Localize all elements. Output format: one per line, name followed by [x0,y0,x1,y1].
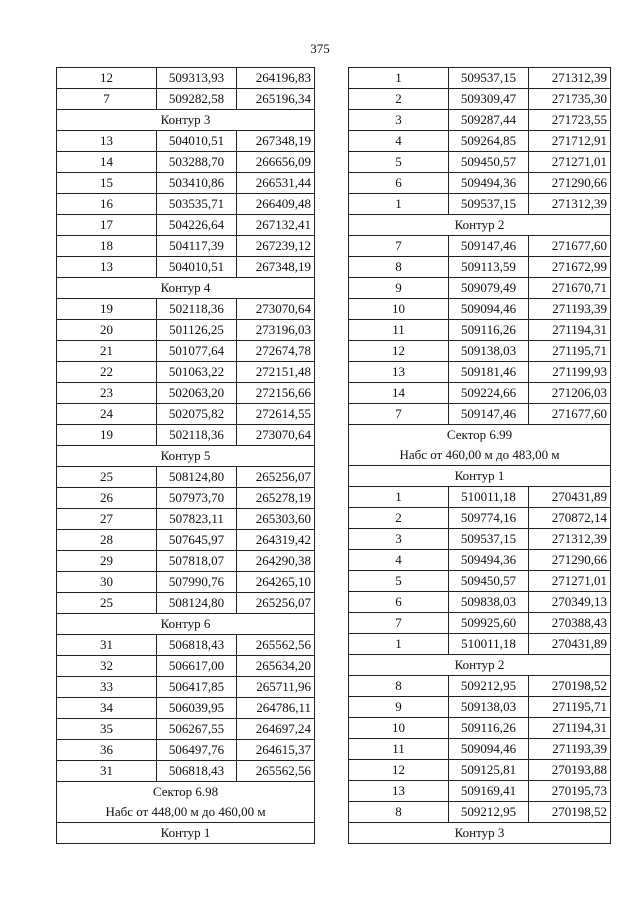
table-row [349,152,611,173]
point-number-cell: 1 [349,194,449,215]
point-number-cell: 30 [57,572,157,593]
x-coordinate-cell: 502118,36 [157,299,237,320]
x-coordinate-cell: 503288,70 [157,152,237,173]
y-coordinate-cell: 271193,39 [529,299,611,320]
y-coordinate-cell: 271723,55 [529,110,611,131]
table-row [57,530,315,551]
table-row [349,131,611,152]
table-row [349,194,611,215]
contour-header: Контур 1 [57,823,315,844]
table-row [57,257,315,278]
x-coordinate-cell: 508124,80 [157,593,237,614]
table-row [57,488,315,509]
point-number-cell: 26 [57,488,157,509]
x-coordinate-cell: 509494,36 [449,173,529,194]
point-number-cell: 28 [57,530,157,551]
x-coordinate-cell: 501126,25 [157,320,237,341]
y-coordinate-cell: 271194,31 [529,718,611,739]
x-coordinate-cell: 504010,51 [157,257,237,278]
y-coordinate-cell: 272156,66 [237,383,315,404]
y-coordinate-cell: 271312,39 [529,529,611,550]
table-row [349,697,611,718]
table-row [57,299,315,320]
y-coordinate-cell: 264697,24 [237,719,315,740]
x-coordinate-cell: 509537,15 [449,529,529,550]
x-coordinate-cell: 509125,81 [449,760,529,781]
coordinates-table-right [348,67,611,844]
contour-header-row [57,823,315,844]
point-number-cell: 35 [57,719,157,740]
point-number-cell: 2 [349,89,449,110]
sector-title: Сектор 6.99 [446,427,513,442]
contour-header: Контур 2 [349,215,611,236]
point-number-cell: 9 [349,278,449,299]
table-row [57,320,315,341]
y-coordinate-cell: 266409,48 [237,194,315,215]
contour-header: Контур 4 [57,278,315,299]
y-coordinate-cell: 271206,03 [529,383,611,404]
point-number-cell: 20 [57,320,157,341]
x-coordinate-cell: 504117,39 [157,236,237,257]
point-number-cell: 11 [349,320,449,341]
x-coordinate-cell: 509494,36 [449,550,529,571]
y-coordinate-cell: 264786,11 [237,698,315,719]
x-coordinate-cell: 503410,86 [157,173,237,194]
point-number-cell: 1 [349,634,449,655]
y-coordinate-cell: 271670,71 [529,278,611,299]
x-coordinate-cell: 509537,15 [449,194,529,215]
table-row [349,320,611,341]
table-row [349,404,611,425]
point-number-cell: 27 [57,509,157,530]
point-number-cell: 13 [57,131,157,152]
y-coordinate-cell: 271312,39 [529,68,611,89]
table-row [57,383,315,404]
point-number-cell: 9 [349,697,449,718]
y-coordinate-cell: 271290,66 [529,550,611,571]
contour-header: Контур 3 [349,823,611,844]
y-coordinate-cell: 267348,19 [237,257,315,278]
x-coordinate-cell: 504226,64 [157,215,237,236]
point-number-cell: 14 [57,152,157,173]
point-number-cell: 13 [349,362,449,383]
point-number-cell: 21 [57,341,157,362]
y-coordinate-cell: 271271,01 [529,571,611,592]
table-row [349,508,611,529]
table-row [57,698,315,719]
table-row [349,299,611,320]
x-coordinate-cell: 506818,43 [157,761,237,782]
point-number-cell: 8 [349,257,449,278]
y-coordinate-cell: 270198,52 [529,802,611,823]
table-row [57,740,315,761]
table-row [349,278,611,299]
y-coordinate-cell: 265256,07 [237,593,315,614]
table-row [349,89,611,110]
y-coordinate-cell: 265711,96 [237,677,315,698]
sector-height-range: Набс от 460,00 м до 483,00 м [399,447,560,462]
y-coordinate-cell: 264615,37 [237,740,315,761]
y-coordinate-cell: 270195,73 [529,781,611,802]
x-coordinate-cell: 501063,22 [157,362,237,383]
page-number: 375 [310,41,330,56]
x-coordinate-cell: 509212,95 [449,802,529,823]
table-row [57,152,315,173]
point-number-cell: 7 [349,236,449,257]
y-coordinate-cell: 272151,48 [237,362,315,383]
y-coordinate-cell: 273070,64 [237,299,315,320]
point-number-cell: 16 [57,194,157,215]
point-number-cell: 25 [57,593,157,614]
table-row [57,635,315,656]
x-coordinate-cell: 506267,55 [157,719,237,740]
x-coordinate-cell: 507990,76 [157,572,237,593]
table-row [57,572,315,593]
table-row [57,509,315,530]
y-coordinate-cell: 266656,09 [237,152,315,173]
table-row [349,592,611,613]
x-coordinate-cell: 509094,46 [449,739,529,760]
table-row [57,173,315,194]
sector-header [349,425,611,466]
x-coordinate-cell: 509116,26 [449,320,529,341]
table-row [349,781,611,802]
y-coordinate-cell: 266531,44 [237,173,315,194]
x-coordinate-cell: 508124,80 [157,467,237,488]
table-row [57,68,315,89]
y-coordinate-cell: 271712,91 [529,131,611,152]
point-number-cell: 33 [57,677,157,698]
contour-header-row [57,110,315,131]
x-coordinate-cell: 509113,59 [449,257,529,278]
x-coordinate-cell: 503535,71 [157,194,237,215]
contour-header: Контур 1 [349,466,611,487]
table-row [57,677,315,698]
contour-header-row [349,655,611,676]
point-number-cell: 7 [349,613,449,634]
x-coordinate-cell: 509212,95 [449,676,529,697]
y-coordinate-cell: 270388,43 [529,613,611,634]
point-number-cell: 29 [57,551,157,572]
point-number-cell: 23 [57,383,157,404]
y-coordinate-cell: 265634,20 [237,656,315,677]
table-row [349,341,611,362]
table-row [57,215,315,236]
point-number-cell: 1 [349,487,449,508]
y-coordinate-cell: 270193,88 [529,760,611,781]
point-number-cell: 34 [57,698,157,719]
y-coordinate-cell: 270349,13 [529,592,611,613]
y-coordinate-cell: 271193,39 [529,739,611,760]
x-coordinate-cell: 504010,51 [157,131,237,152]
point-number-cell: 3 [349,110,449,131]
point-number-cell: 18 [57,236,157,257]
contour-header-row [349,215,611,236]
x-coordinate-cell: 509287,44 [449,110,529,131]
x-coordinate-cell: 509313,93 [157,68,237,89]
y-coordinate-cell: 271271,01 [529,152,611,173]
sector-height-range: Набс от 448,00 м до 460,00 м [105,804,266,819]
y-coordinate-cell: 271195,71 [529,341,611,362]
point-number-cell: 24 [57,404,157,425]
x-coordinate-cell: 509079,49 [449,278,529,299]
y-coordinate-cell: 271199,93 [529,362,611,383]
table-row [349,529,611,550]
x-coordinate-cell: 506617,00 [157,656,237,677]
x-coordinate-cell: 507645,97 [157,530,237,551]
sector-header-row [349,425,611,466]
table-row [57,551,315,572]
point-number-cell: 10 [349,299,449,320]
x-coordinate-cell: 501077,64 [157,341,237,362]
y-coordinate-cell: 270872,14 [529,508,611,529]
x-coordinate-cell: 506818,43 [157,635,237,656]
point-number-cell: 12 [57,68,157,89]
x-coordinate-cell: 509309,47 [449,89,529,110]
table-row [349,236,611,257]
point-number-cell: 7 [349,404,449,425]
y-coordinate-cell: 265256,07 [237,467,315,488]
table-row [349,257,611,278]
point-number-cell: 14 [349,383,449,404]
point-number-cell: 19 [57,425,157,446]
point-number-cell: 13 [349,781,449,802]
y-coordinate-cell: 267348,19 [237,131,315,152]
y-coordinate-cell: 264265,10 [237,572,315,593]
y-coordinate-cell: 271672,99 [529,257,611,278]
point-number-cell: 6 [349,173,449,194]
x-coordinate-cell: 502118,36 [157,425,237,446]
x-coordinate-cell: 509774,16 [449,508,529,529]
contour-header-row [57,614,315,635]
y-coordinate-cell: 267132,41 [237,215,315,236]
table-row [57,425,315,446]
x-coordinate-cell: 509181,46 [449,362,529,383]
point-number-cell: 7 [57,89,157,110]
x-coordinate-cell: 509147,46 [449,404,529,425]
point-number-cell: 31 [57,761,157,782]
table-row [349,676,611,697]
y-coordinate-cell: 270198,52 [529,676,611,697]
y-coordinate-cell: 265562,56 [237,761,315,782]
table-row [57,131,315,152]
table-row [57,761,315,782]
x-coordinate-cell: 509282,58 [157,89,237,110]
x-coordinate-cell: 507823,11 [157,509,237,530]
table-row [349,760,611,781]
coordinates-table-left [56,67,315,844]
point-number-cell: 25 [57,467,157,488]
table-row [349,487,611,508]
contour-header: Контур 2 [349,655,611,676]
x-coordinate-cell: 502075,82 [157,404,237,425]
y-coordinate-cell: 265196,34 [237,89,315,110]
y-coordinate-cell: 273196,03 [237,320,315,341]
sector-title: Сектор 6.98 [152,784,219,799]
point-number-cell: 8 [349,676,449,697]
point-number-cell: 1 [349,68,449,89]
y-coordinate-cell: 271195,71 [529,697,611,718]
point-number-cell: 17 [57,215,157,236]
contour-header: Контур 5 [57,446,315,467]
point-number-cell: 10 [349,718,449,739]
y-coordinate-cell: 271677,60 [529,236,611,257]
x-coordinate-cell: 506497,76 [157,740,237,761]
contour-header-row [57,278,315,299]
table-row [349,571,611,592]
point-number-cell: 12 [349,760,449,781]
point-number-cell: 31 [57,635,157,656]
point-number-cell: 12 [349,341,449,362]
x-coordinate-cell: 509169,41 [449,781,529,802]
point-number-cell: 36 [57,740,157,761]
x-coordinate-cell: 509138,03 [449,341,529,362]
x-coordinate-cell: 510011,18 [449,634,529,655]
table-row [57,236,315,257]
table-row [349,383,611,404]
x-coordinate-cell: 509450,57 [449,152,529,173]
point-number-cell: 3 [349,529,449,550]
table-row [349,634,611,655]
table-row [57,362,315,383]
y-coordinate-cell: 272614,55 [237,404,315,425]
table-row [57,719,315,740]
y-coordinate-cell: 273070,64 [237,425,315,446]
table-row [57,593,315,614]
table-row [349,718,611,739]
y-coordinate-cell: 271735,30 [529,89,611,110]
x-coordinate-cell: 509094,46 [449,299,529,320]
x-coordinate-cell: 509450,57 [449,571,529,592]
y-coordinate-cell: 271677,60 [529,404,611,425]
y-coordinate-cell: 271290,66 [529,173,611,194]
point-number-cell: 4 [349,550,449,571]
y-coordinate-cell: 270431,89 [529,487,611,508]
table-row [349,362,611,383]
point-number-cell: 22 [57,362,157,383]
sector-header-row [57,782,315,823]
table-row [57,341,315,362]
x-coordinate-cell: 502063,20 [157,383,237,404]
y-coordinate-cell: 267239,12 [237,236,315,257]
sector-header [57,782,315,823]
contour-header-row [349,823,611,844]
table-row [349,110,611,131]
x-coordinate-cell: 509138,03 [449,697,529,718]
y-coordinate-cell: 265303,60 [237,509,315,530]
x-coordinate-cell: 510011,18 [449,487,529,508]
x-coordinate-cell: 509116,26 [449,718,529,739]
y-coordinate-cell: 264319,42 [237,530,315,551]
table-row [349,68,611,89]
table-row [57,89,315,110]
y-coordinate-cell: 265562,56 [237,635,315,656]
table-row [57,656,315,677]
point-number-cell: 19 [57,299,157,320]
point-number-cell: 32 [57,656,157,677]
point-number-cell: 5 [349,571,449,592]
y-coordinate-cell: 270431,89 [529,634,611,655]
x-coordinate-cell: 509838,03 [449,592,529,613]
y-coordinate-cell: 264196,83 [237,68,315,89]
table-row [349,173,611,194]
point-number-cell: 4 [349,131,449,152]
point-number-cell: 6 [349,592,449,613]
x-coordinate-cell: 507973,70 [157,488,237,509]
x-coordinate-cell: 509537,15 [449,68,529,89]
contour-header: Контур 3 [57,110,315,131]
table-row [349,802,611,823]
point-number-cell: 5 [349,152,449,173]
x-coordinate-cell: 509925,60 [449,613,529,634]
y-coordinate-cell: 271312,39 [529,194,611,215]
y-coordinate-cell: 264290,38 [237,551,315,572]
table-row [57,467,315,488]
x-coordinate-cell: 509224,66 [449,383,529,404]
point-number-cell: 8 [349,802,449,823]
point-number-cell: 2 [349,508,449,529]
point-number-cell: 13 [57,257,157,278]
table-row [349,613,611,634]
table-row [349,550,611,571]
point-number-cell: 11 [349,739,449,760]
point-number-cell: 15 [57,173,157,194]
x-coordinate-cell: 506039,95 [157,698,237,719]
contour-header: Контур 6 [57,614,315,635]
x-coordinate-cell: 509147,46 [449,236,529,257]
table-row [57,404,315,425]
y-coordinate-cell: 271194,31 [529,320,611,341]
table-row [57,194,315,215]
x-coordinate-cell: 509264,85 [449,131,529,152]
table-row [349,739,611,760]
y-coordinate-cell: 265278,19 [237,488,315,509]
x-coordinate-cell: 507818,07 [157,551,237,572]
x-coordinate-cell: 506417,85 [157,677,237,698]
y-coordinate-cell: 272674,78 [237,341,315,362]
contour-header-row [57,446,315,467]
contour-header-row [349,466,611,487]
